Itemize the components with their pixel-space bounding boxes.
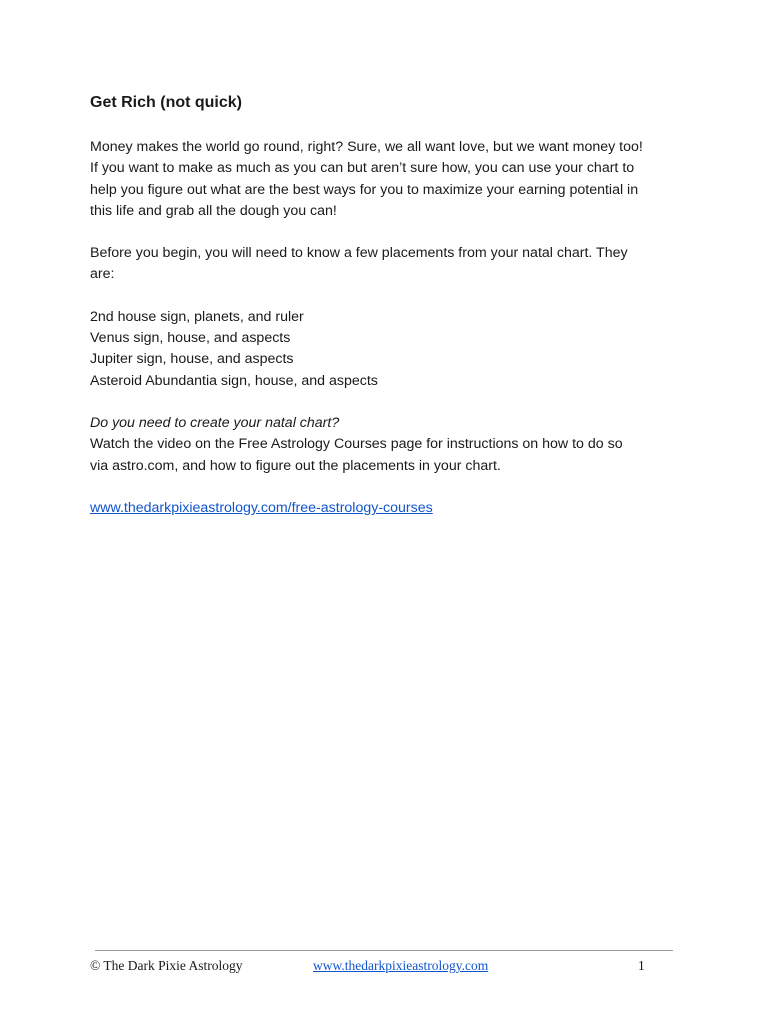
footer-divider <box>95 950 673 951</box>
free-astrology-courses-link[interactable]: www.thedarkpixieastrology.com/free-astrology-courses <box>90 499 433 516</box>
list-item: Jupiter sign, house, and aspects <box>90 351 294 368</box>
before-you-begin-paragraph <box>90 243 690 286</box>
instruction-line: Watch the video on the Free Astrology Courses page for instructions on how to do so <box>90 436 623 453</box>
natal-chart-paragraph <box>90 413 690 477</box>
intro-line: If you want to make as much as you can but aren’t sure how, you can use your chart to <box>90 160 635 177</box>
intro-line: this life and grab all the dough you can! <box>90 202 337 219</box>
document-title: Get Rich (not quick) <box>90 94 242 111</box>
list-item: Asteroid Abundantia sign, house, and aspects <box>90 372 378 389</box>
list-item: Venus sign, house, and aspects <box>90 330 291 347</box>
intro-line: help you figure out what are the best ways for you to maximize your earning potential in <box>90 181 639 198</box>
courses-link-paragraph <box>90 498 690 519</box>
footer-copyright: © The Dark Pixie Astrology <box>90 958 243 973</box>
before-line: are: <box>90 266 115 283</box>
instruction-line: via astro.com, and how to figure out the placements in your chart. <box>90 457 501 474</box>
natal-chart-question: Do you need to create your natal chart? <box>90 414 340 431</box>
footer-website-link[interactable]: www.thedarkpixieastrology.com <box>313 958 489 973</box>
placements-list <box>90 307 690 392</box>
intro-paragraph <box>90 137 690 222</box>
before-line: Before you begin, you will need to know a few placements from your natal chart. They <box>90 245 628 262</box>
intro-line: Money makes the world go round, right? Sure, we all want love, but we want money too! <box>90 139 643 155</box>
footer-page-number: 1 <box>638 958 645 973</box>
document-body <box>90 92 690 540</box>
list-item: 2nd house sign, planets, and ruler <box>90 308 304 325</box>
